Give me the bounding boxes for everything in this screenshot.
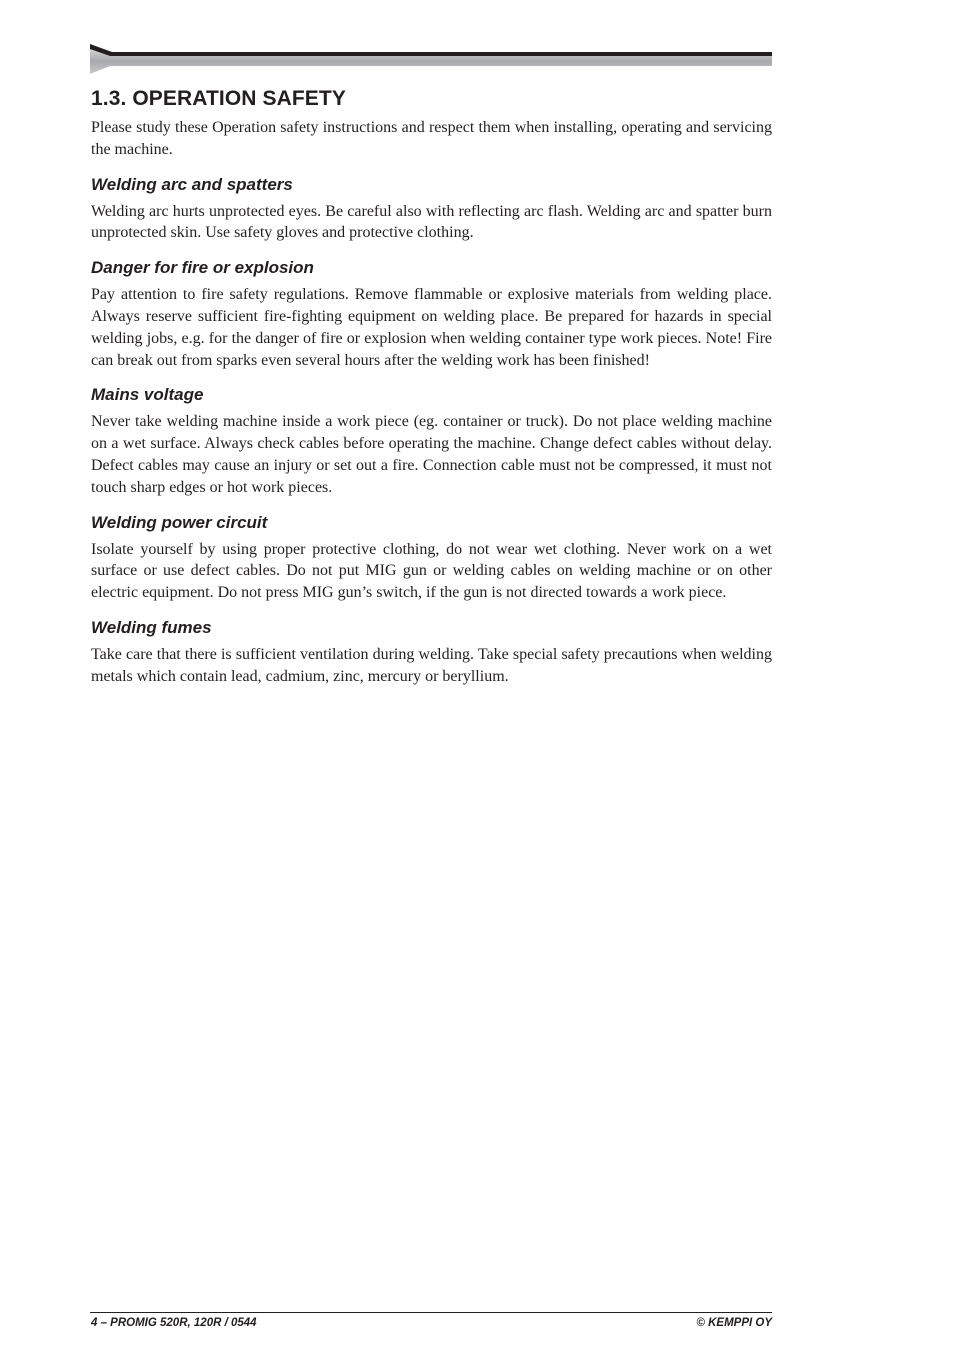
subheading-mains-voltage: Mains voltage — [91, 385, 204, 405]
subheading-power-circuit: Welding power circuit — [91, 512, 268, 532]
paragraph-mains-voltage: Never take welding machine inside a work piece (eg. container or truck). Do not place welding machine on a wet surface. Always check cables before operating the machine. Change defect cables without delay. Defect cables may cause an injury or set out a fire. Connection cable must not be compressed, it must not touch sharp edges or hot work pieces. — [91, 413, 772, 496]
footer-page-info: 4 – PROMIG 520R, 120R / 0544 — [91, 1317, 257, 1329]
subheading-arc-spatters: Welding arc and spatters — [91, 174, 293, 194]
subheading-fire-explosion: Danger for fire or explosion — [91, 258, 314, 278]
paragraph-welding-fumes: Take care that there is sufficient ventilation during welding. Take special safety precautions when welding metals which contain lead, cadmium, zinc, mercury or beryllium. — [91, 645, 772, 685]
intro-paragraph: Please study these Operation safety instructions and respect them when installing, operating and servicing the machine. — [91, 119, 772, 158]
header-decorative-band — [90, 44, 772, 74]
subheading-welding-fumes: Welding fumes — [91, 617, 212, 637]
footer-divider — [90, 1312, 772, 1313]
page-content — [91, 84, 772, 688]
paragraph-arc-spatters: Welding arc hurts unprotected eyes. Be careful also with reflecting arc flash. Welding arc and spatter burn unprotected skin. Use safety gloves and protective clothing. — [91, 202, 772, 242]
section-title: 1.3. OPERATION SAFETY — [91, 87, 346, 110]
paragraph-power-circuit: Isolate yourself by using proper protective clothing, do not wear wet clothing. Never work on a wet surface or use defect cables. Do not put MIG gun or welding cables on welding machine or on other electric equipment. Do not press MIG gun’s switch, if the gun is not directed towards a work piece. — [91, 540, 772, 602]
paragraph-fire-explosion: Pay attention to fire safety regulations. Remove flammable or explosive materials from welding place. Always reserve sufficient fire-fighting equipment on welding place. Be prepared for hazards in special welding jobs, e.g. for the danger of fire or explosion when welding container type work pieces. Note! Fire can break out from sparks even several hours after the welding work has been finished! — [91, 286, 772, 369]
footer-copyright: © KEMPPI OY — [696, 1317, 772, 1329]
